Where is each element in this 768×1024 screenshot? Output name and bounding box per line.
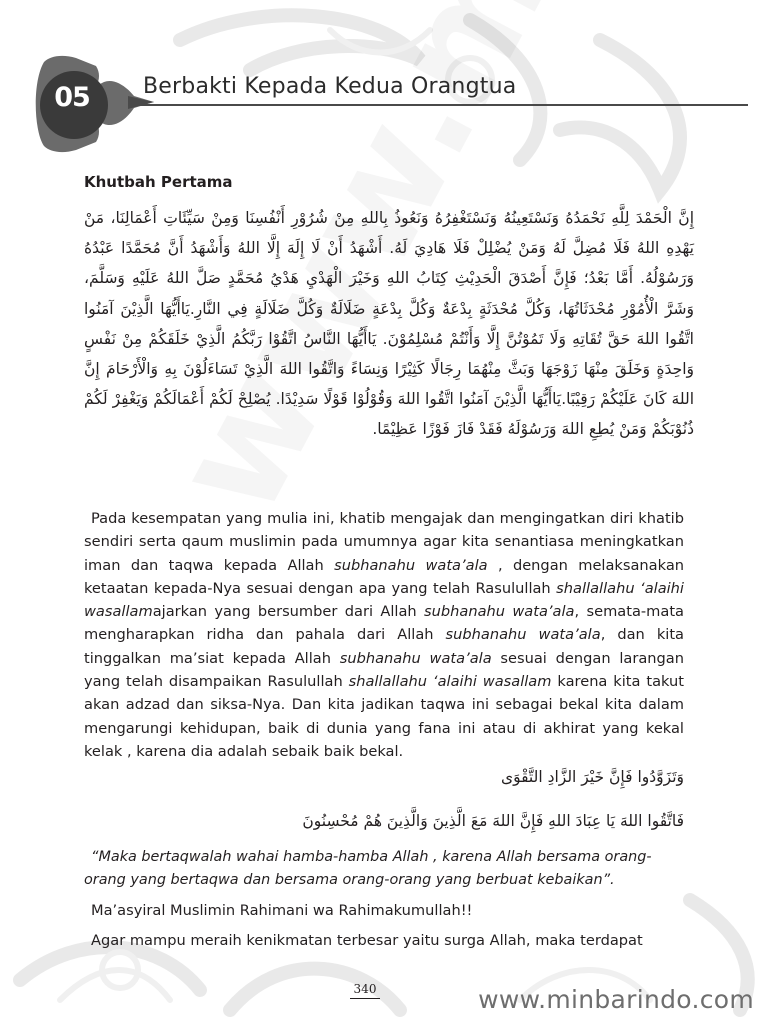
paragraph-text: sesuai dengan larangan yang telah disampaikan Rasulullah (84, 649, 684, 691)
arabic-opening-text: إِنَّ الْحَمْدَ لِلَّهِ نَحْمَدُهُ وَنَسْتَعِينُهُ وَنَسْتَغْفِرُهُ وَنَعُوذُ بِاللهِ مِنْ شُرُوْرِ أَنْفُسِنَا وَمِنْ سَيِّئَاتِ أَعْمَالِنَا، مَنْ يَهْدِهِ اللهُ فَلَا مُضِلَّ لَهُ وَمَنْ يُضْلِلْ فَلَا هَادِيَ لَهُ. أَشْهَدُ أَنْ لَا إِلَهَ إِلَّا اللهُ وَأَشْهَدُ أَنَّ مُحَمَّدًا عَبْدُهُ وَرَسُوْلُهُ. أَمَّا بَعْدُ؛ فَإِنَّ أَصْدَقَ الْحَدِيْثِ كِتَابُ اللهِ وَخَيْرَ الْهَدْيِ هَدْيُ مُحَمَّدٍ صَلَّ اللهُ عَلَيْهِ وَسَلَّمَ، وَشَرَّ الْأُمُوْرِ مُحْدَثَاتُهَا، وَكُلَّ مُحْدَثَةٍ بِدْعَةٌ وَكُلَّ بِدْعَةٍ ضَلَالَةٌ وَكُلَّ ضَلَالَةٍ فِي النَّارِ.يَاأَيُّهَا الَّذِيْنَ آمَنُوا اتَّقُوا اللهَ حَقَّ تُقَاتِهِ وَلَا تَمُوْتُنَّ إِلَّا وَأَنْتُمْ مُسْلِمُوْنَ. يَاأَيُّهَا النَّاسُ اتَّقُوْا رَبَّكُمُ الَّذِيْ خَلَقَكُمْ مِنْ نَفْسٍ وَاحِدَةٍ وَخَلَقَ مِنْهَا زَوْجَهَا وَبَثَّ مِنْهُمَا رِجَالًا كَثِيْرًا وَنِسَاءً وَاتَّقُوا اللهَ الَّذِيْ تَسَاءَلُوْنَ بِهِ وَالْأَرْحَامَ إِنَّ اللهَ كَانَ عَلَيْكُمْ رَقِيْبًا.يَاأَيُّهَا الَّذِيْنَ آمَنُوا اتَّقُوا اللهَ وَقُوْلُوْا قَوْلًا سَدِيْدًا. يُصْلِحْ لَكُمْ أَعْمَالَكُمْ وَيَغْفِرْ لَكُمْ ذُنُوْبَكُمْ وَمَنْ يُطِعِ اللهَ وَرَسُوْلَهُ فَقَدْ فَازَ فَوْزًا عَظِيْمًا. (84, 209, 694, 439)
paragraph-emphasis: shallallahu ‘alaihi wasallam (348, 673, 552, 691)
paragraph-continuation: Agar mampu meraih kenikmatan terbesar yaitu surga Allah, maka terdapat (91, 932, 643, 949)
arabic-verse-2: فَاتَّقُوا اللهَ يَا عِبَادَ اللهِ فَإِنَّ اللهَ مَعَ الَّذِينَ وَالَّذِينَ هُمْ مُحْسِنُونَ (302, 812, 684, 830)
paragraph-text: , dan kita tinggalkan ma’siat kepada Allah (84, 626, 684, 667)
page-number: 340 (353, 982, 377, 996)
paragraph-emphasis: subhanahu wata’ala (339, 649, 492, 667)
section-heading: Khutbah Pertama (84, 173, 233, 191)
title-divider (128, 104, 748, 106)
paragraph-text: karena kita takut akan adzad dan siksa-Nya. Dan kita jadikan taqwa ini sebagai bekal kita dalam mengarungi kehidupan, baik di dunia yang fana ini atau di akhirat yang kekal kelak , karena dia adalah sebaik baik bekal. (84, 673, 685, 760)
paragraph-text: ajarkan yang bersumber dari Allah (152, 603, 425, 621)
arabic-verse-1: وَتَزَوَّدُوا فَإِنَّ خَيْرَ الزَّادِ التَّقْوَى (500, 768, 684, 786)
page-number-underline (350, 998, 380, 999)
paragraph-text: , dengan melaksanakan ketaatan kepada-Nya sesuai dengan apa yang telah Rasulullah (84, 556, 685, 597)
website-footer: www.minbarindo.com (478, 985, 754, 1014)
paragraph-text: , semata-mata mengharapkan ridha dan pahala dari Allah (84, 603, 684, 644)
paragraph-emphasis: subhanahu wata’ala (424, 603, 575, 621)
salutation-line: Ma’asyiral Muslimin Rahimani wa Rahimakumullah!! (91, 902, 473, 919)
paragraph-emphasis: subhanahu wata’ala (334, 556, 488, 574)
chapter-title: Berbakti Kepada Kedua Orangtua (143, 74, 517, 99)
paragraph-text: Pada kesempatan yang mulia ini, khatib mengajak dan mengingatkan diri khatib sendiri serta qaum muslimin pada umumnya agar kita senantiasa meningkatkan iman dan taqwa kepada Allah (84, 510, 684, 574)
chapter-number: 05 (54, 82, 90, 113)
paragraph-emphasis: subhanahu wata’ala (445, 626, 601, 644)
paragraph-exhortation (84, 507, 684, 763)
paragraph-emphasis: shallallahu ‘alaihi wasallam (84, 579, 684, 621)
verse-translation-quote: “Maka bertaqwalah wahai hamba-hamba Allah , karena Allah bersama orang-orang yang bertaqwa dan bersama orang-orang yang berbuat kebaikan”. (84, 849, 652, 888)
